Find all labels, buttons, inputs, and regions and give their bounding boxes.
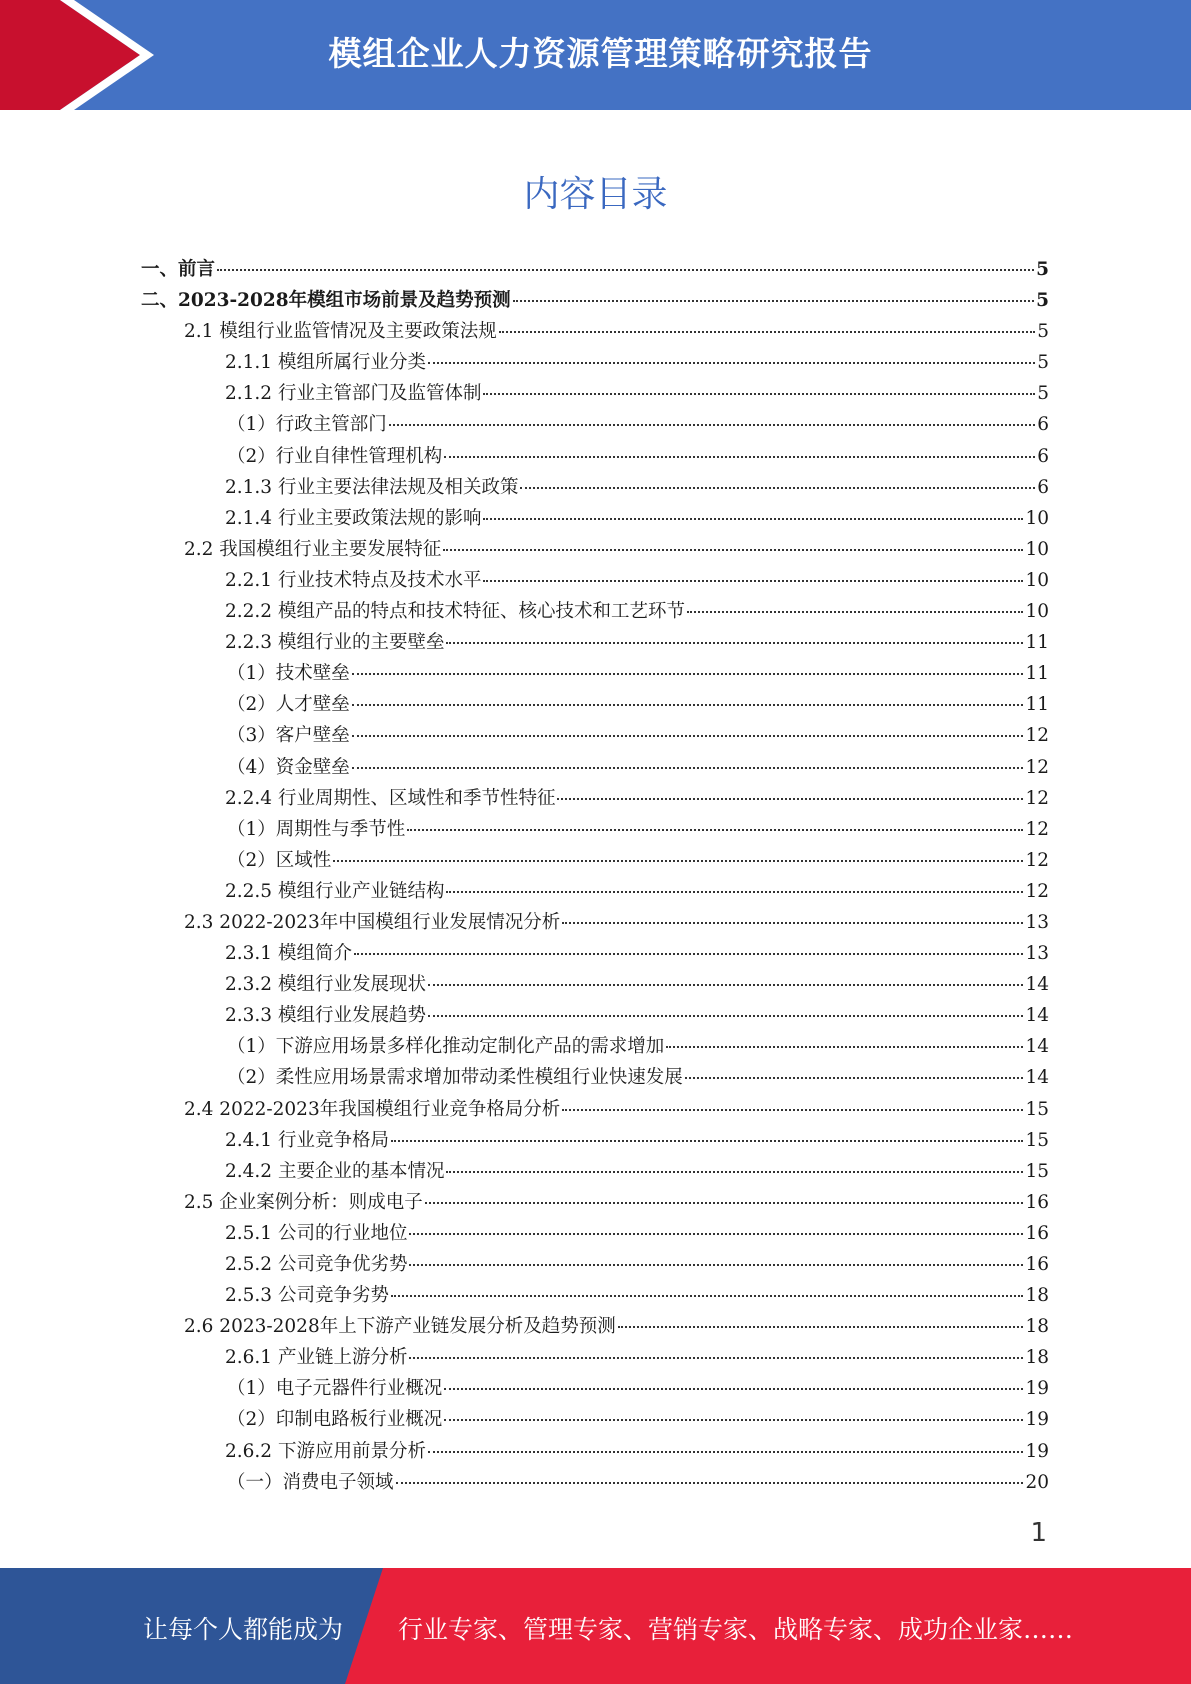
toc-dot-leader (685, 1077, 1024, 1079)
toc-entry[interactable] (141, 1280, 1049, 1311)
toc-entry-page: 6 (1037, 476, 1049, 498)
toc-dot-leader (557, 798, 1023, 800)
toc-dot-leader (446, 642, 1023, 644)
toc-entry[interactable] (141, 1125, 1049, 1156)
toc-entry-title: 一、前言 (141, 259, 216, 280)
toc-entry-title: 2.1 模组行业监管情况及主要政策法规 (184, 321, 497, 343)
toc-entry-page: 18 (1025, 1285, 1049, 1307)
toc-entry-title: 2.6.1 产业链上游分析 (225, 1347, 408, 1369)
toc-entry[interactable] (141, 1249, 1049, 1280)
toc-entry-title: 2.5.1 公司的行业地位 (225, 1222, 408, 1244)
toc-dot-leader (443, 549, 1023, 551)
toc-dot-leader (428, 1451, 1023, 1453)
footer-slogan-right: 行业专家、管理专家、营销专家、战略专家、成功企业家…… (398, 1615, 1074, 1644)
toc-dot-leader (409, 1233, 1023, 1235)
toc-entry[interactable] (141, 1156, 1049, 1187)
toc-dot-leader (483, 518, 1023, 520)
toc-dot-leader (428, 984, 1023, 986)
toc-entry-title: 2.3 2022-2023年中国模组行业发展情况分析 (184, 911, 561, 933)
toc-entry-page: 15 (1025, 1098, 1049, 1120)
toc-entry-title: 2.5.3 公司竞争劣势 (225, 1285, 389, 1307)
toc-entry[interactable] (141, 689, 1049, 720)
toc-dot-leader (352, 704, 1024, 706)
toc-dot-leader (352, 735, 1024, 737)
toc-dot-leader (446, 891, 1023, 893)
toc-dot-leader (444, 456, 1035, 458)
toc-entry[interactable] (141, 1342, 1049, 1373)
toc-entry-title: 2.2.1 行业技术特点及技术水平 (225, 569, 482, 591)
toc-entry-title: （2）印制电路板行业概况 (227, 1409, 443, 1431)
toc-dot-leader (409, 1264, 1023, 1266)
toc-entry-title: 2.6 2023-2028年上下游产业链发展分析及趋势预测 (184, 1316, 616, 1338)
toc-entry-title: （2）人才壁垒 (227, 694, 350, 716)
toc-entry-title: 2.2.3 模组行业的主要壁垒 (225, 632, 445, 654)
toc-entry[interactable] (141, 627, 1049, 658)
toc-entry[interactable] (141, 1311, 1049, 1342)
toc-dot-leader (333, 860, 1023, 862)
toc-entry-page: 11 (1025, 694, 1049, 716)
toc-entry[interactable] (141, 1467, 1049, 1498)
toc-entry-title: （1）技术壁垒 (227, 663, 350, 685)
toc-entry-title: （1）行政主管部门 (227, 414, 387, 436)
toc-entry-page: 12 (1025, 849, 1049, 871)
toc-entry[interactable] (141, 907, 1049, 938)
toc-entry-page: 13 (1025, 943, 1049, 965)
toc-dot-leader (483, 393, 1035, 395)
toc-entry-page: 6 (1037, 445, 1049, 467)
toc-dot-leader (389, 424, 1035, 426)
toc-entry[interactable] (141, 441, 1049, 472)
toc-dot-leader (618, 1326, 1024, 1328)
toc-entry-page: 5 (1036, 290, 1049, 312)
toc-entry-page: 13 (1025, 911, 1049, 933)
toc-entry-title: （1）下游应用场景多样化推动定制化产品的需求增加 (227, 1036, 665, 1058)
toc-entry[interactable] (141, 752, 1049, 783)
toc-dot-leader (352, 673, 1024, 675)
toc-entry-title: 2.1.2 行业主管部门及监管体制 (225, 383, 482, 405)
toc-entry[interactable] (141, 969, 1049, 1000)
toc-entry-title: （2）柔性应用场景需求增加带动柔性模组行业快速发展 (227, 1067, 683, 1089)
toc-entry-page: 11 (1025, 663, 1049, 685)
toc-entry-page: 11 (1025, 632, 1049, 654)
toc-entry[interactable] (141, 534, 1049, 565)
toc-dot-leader (562, 1109, 1023, 1111)
toc-entry-page: 6 (1037, 414, 1049, 436)
toc-title: 内容目录 (523, 174, 668, 215)
toc-entry[interactable] (141, 876, 1049, 907)
toc-entry-page: 5 (1036, 259, 1049, 280)
toc-entry-title: （4）资金壁垒 (227, 756, 350, 778)
report-title: 模组企业人力资源管理策略研究报告 (328, 34, 873, 73)
toc-dot-leader (409, 1357, 1023, 1359)
toc-dot-leader (687, 611, 1023, 613)
toc-entry[interactable] (141, 1218, 1049, 1249)
toc-dot-leader (520, 487, 1035, 489)
toc-entry-page: 10 (1025, 569, 1049, 591)
toc-entry[interactable] (141, 1404, 1049, 1435)
toc-entry[interactable] (141, 472, 1049, 503)
toc-entry[interactable] (141, 938, 1049, 969)
toc-dot-leader (444, 1388, 1023, 1390)
toc-entry-title: 2.4 2022-2023年我国模组行业竞争格局分析 (184, 1098, 561, 1120)
table-of-contents (141, 254, 1049, 1498)
toc-entry-title: （1）电子元器件行业概况 (227, 1378, 443, 1400)
toc-entry[interactable] (141, 565, 1049, 596)
toc-entry[interactable] (141, 783, 1049, 814)
toc-entry-page: 5 (1037, 352, 1049, 374)
toc-entry[interactable] (141, 845, 1049, 876)
toc-dot-leader (428, 362, 1035, 364)
toc-entry-page: 15 (1025, 1160, 1049, 1182)
toc-entry[interactable] (141, 1031, 1049, 1062)
toc-dot-leader (562, 922, 1023, 924)
toc-entry-title: 2.4.1 行业竞争格局 (225, 1129, 389, 1151)
toc-entry-page: 19 (1025, 1378, 1049, 1400)
toc-entry-title: 2.3.2 模组行业发展现状 (225, 974, 426, 996)
toc-entry-title: （1）周期性与季节性 (227, 818, 406, 840)
toc-entry-title: 2.2.5 模组行业产业链结构 (225, 880, 445, 902)
toc-entry-page: 18 (1025, 1347, 1049, 1369)
toc-dot-leader (666, 1046, 1023, 1048)
toc-entry-page: 16 (1025, 1254, 1049, 1275)
toc-entry[interactable] (141, 1062, 1049, 1093)
toc-entry-title: （2）区域性 (227, 849, 332, 871)
toc-entry[interactable] (141, 814, 1049, 845)
toc-entry[interactable] (141, 596, 1049, 627)
toc-entry-title: 2.2.4 行业周期性、区域性和季节性特征 (225, 787, 556, 809)
toc-entry-page: 16 (1025, 1191, 1049, 1213)
toc-entry-title: 2.3.1 模组简介 (225, 943, 352, 965)
toc-entry-page: 19 (1025, 1440, 1049, 1462)
toc-entry-title: （2）行业自律性管理机构 (227, 445, 443, 467)
toc-entry-title: 2.1.3 行业主要法律法规及相关政策 (225, 476, 519, 498)
toc-entry-title: （3）客户壁垒 (227, 725, 350, 747)
toc-dot-leader (513, 300, 1034, 302)
toc-entry-title: 2.4.2 主要企业的基本情况 (225, 1160, 445, 1182)
header-band (0, 0, 1191, 110)
toc-entry[interactable] (141, 316, 1049, 347)
toc-entry-page: 10 (1025, 538, 1049, 560)
toc-entry-page: 20 (1025, 1471, 1049, 1493)
toc-entry-page: 5 (1037, 383, 1049, 405)
toc-entry-page: 19 (1025, 1409, 1049, 1431)
toc-entry-page: 10 (1025, 507, 1049, 529)
page-number: 1 (1030, 1518, 1047, 1548)
toc-dot-leader (407, 829, 1023, 831)
toc-entry-title: 2.3.3 模组行业发展趋势 (225, 1005, 426, 1027)
toc-entry[interactable] (141, 1373, 1049, 1404)
toc-entry-page: 12 (1025, 818, 1049, 840)
toc-entry[interactable] (141, 1187, 1049, 1218)
toc-dot-leader (444, 1419, 1023, 1421)
toc-entry[interactable] (141, 503, 1049, 534)
toc-entry-title: （一）消费电子领域 (227, 1471, 394, 1493)
toc-entry[interactable] (141, 1094, 1049, 1125)
toc-entry-page: 12 (1025, 787, 1049, 809)
toc-entry-page: 10 (1025, 601, 1049, 623)
toc-entry[interactable] (141, 285, 1049, 316)
toc-entry-page: 14 (1025, 1067, 1049, 1089)
toc-entry-page: 15 (1025, 1129, 1049, 1151)
toc-entry-page: 18 (1025, 1316, 1049, 1338)
toc-entry-page: 14 (1025, 1036, 1049, 1058)
toc-entry[interactable] (141, 254, 1049, 285)
footer-band (0, 1568, 1191, 1684)
toc-entry[interactable] (141, 720, 1049, 751)
toc-dot-leader (483, 580, 1023, 582)
toc-entry-page: 12 (1025, 725, 1049, 747)
toc-dot-leader (499, 331, 1035, 333)
toc-dot-leader (217, 269, 1034, 271)
toc-entry-page: 16 (1025, 1222, 1049, 1244)
toc-entry-title: 2.1.4 行业主要政策法规的影响 (225, 507, 482, 529)
toc-dot-leader (425, 1202, 1024, 1204)
toc-entry[interactable] (141, 409, 1049, 440)
toc-entry[interactable] (141, 658, 1049, 689)
toc-entry-page: 14 (1025, 974, 1049, 996)
toc-entry-title: 2.5.2 公司竞争优劣势 (225, 1254, 408, 1275)
footer-slogan-left: 让每个人都能成为 (143, 1615, 344, 1644)
toc-entry[interactable] (141, 1000, 1049, 1031)
toc-entry[interactable] (141, 378, 1049, 409)
toc-entry-page: 5 (1037, 321, 1049, 343)
toc-entry-title: 2.6.2 下游应用前景分析 (225, 1440, 426, 1462)
toc-dot-leader (352, 767, 1024, 769)
toc-entry-title: 2.1.1 模组所属行业分类 (225, 352, 426, 374)
toc-entry-title: 2.2.2 模组产品的特点和技术特征、核心技术和工艺环节 (225, 601, 685, 623)
toc-entry-page: 12 (1025, 756, 1049, 778)
toc-entry-page: 12 (1025, 880, 1049, 902)
toc-entry-title: 二、2023-2028年模组市场前景及趋势预测 (141, 290, 511, 312)
toc-entry-title: 2.2 我国模组行业主要发展特征 (184, 538, 442, 560)
toc-entry[interactable] (141, 1436, 1049, 1467)
toc-dot-leader (428, 1015, 1023, 1017)
toc-entry-page: 14 (1025, 1005, 1049, 1027)
toc-dot-leader (446, 1171, 1023, 1173)
toc-dot-leader (354, 953, 1024, 955)
toc-entry[interactable] (141, 347, 1049, 378)
toc-dot-leader (391, 1140, 1023, 1142)
toc-entry-title: 2.5 企业案例分析：则成电子 (184, 1191, 423, 1213)
toc-dot-leader (396, 1482, 1024, 1484)
toc-dot-leader (391, 1295, 1023, 1297)
